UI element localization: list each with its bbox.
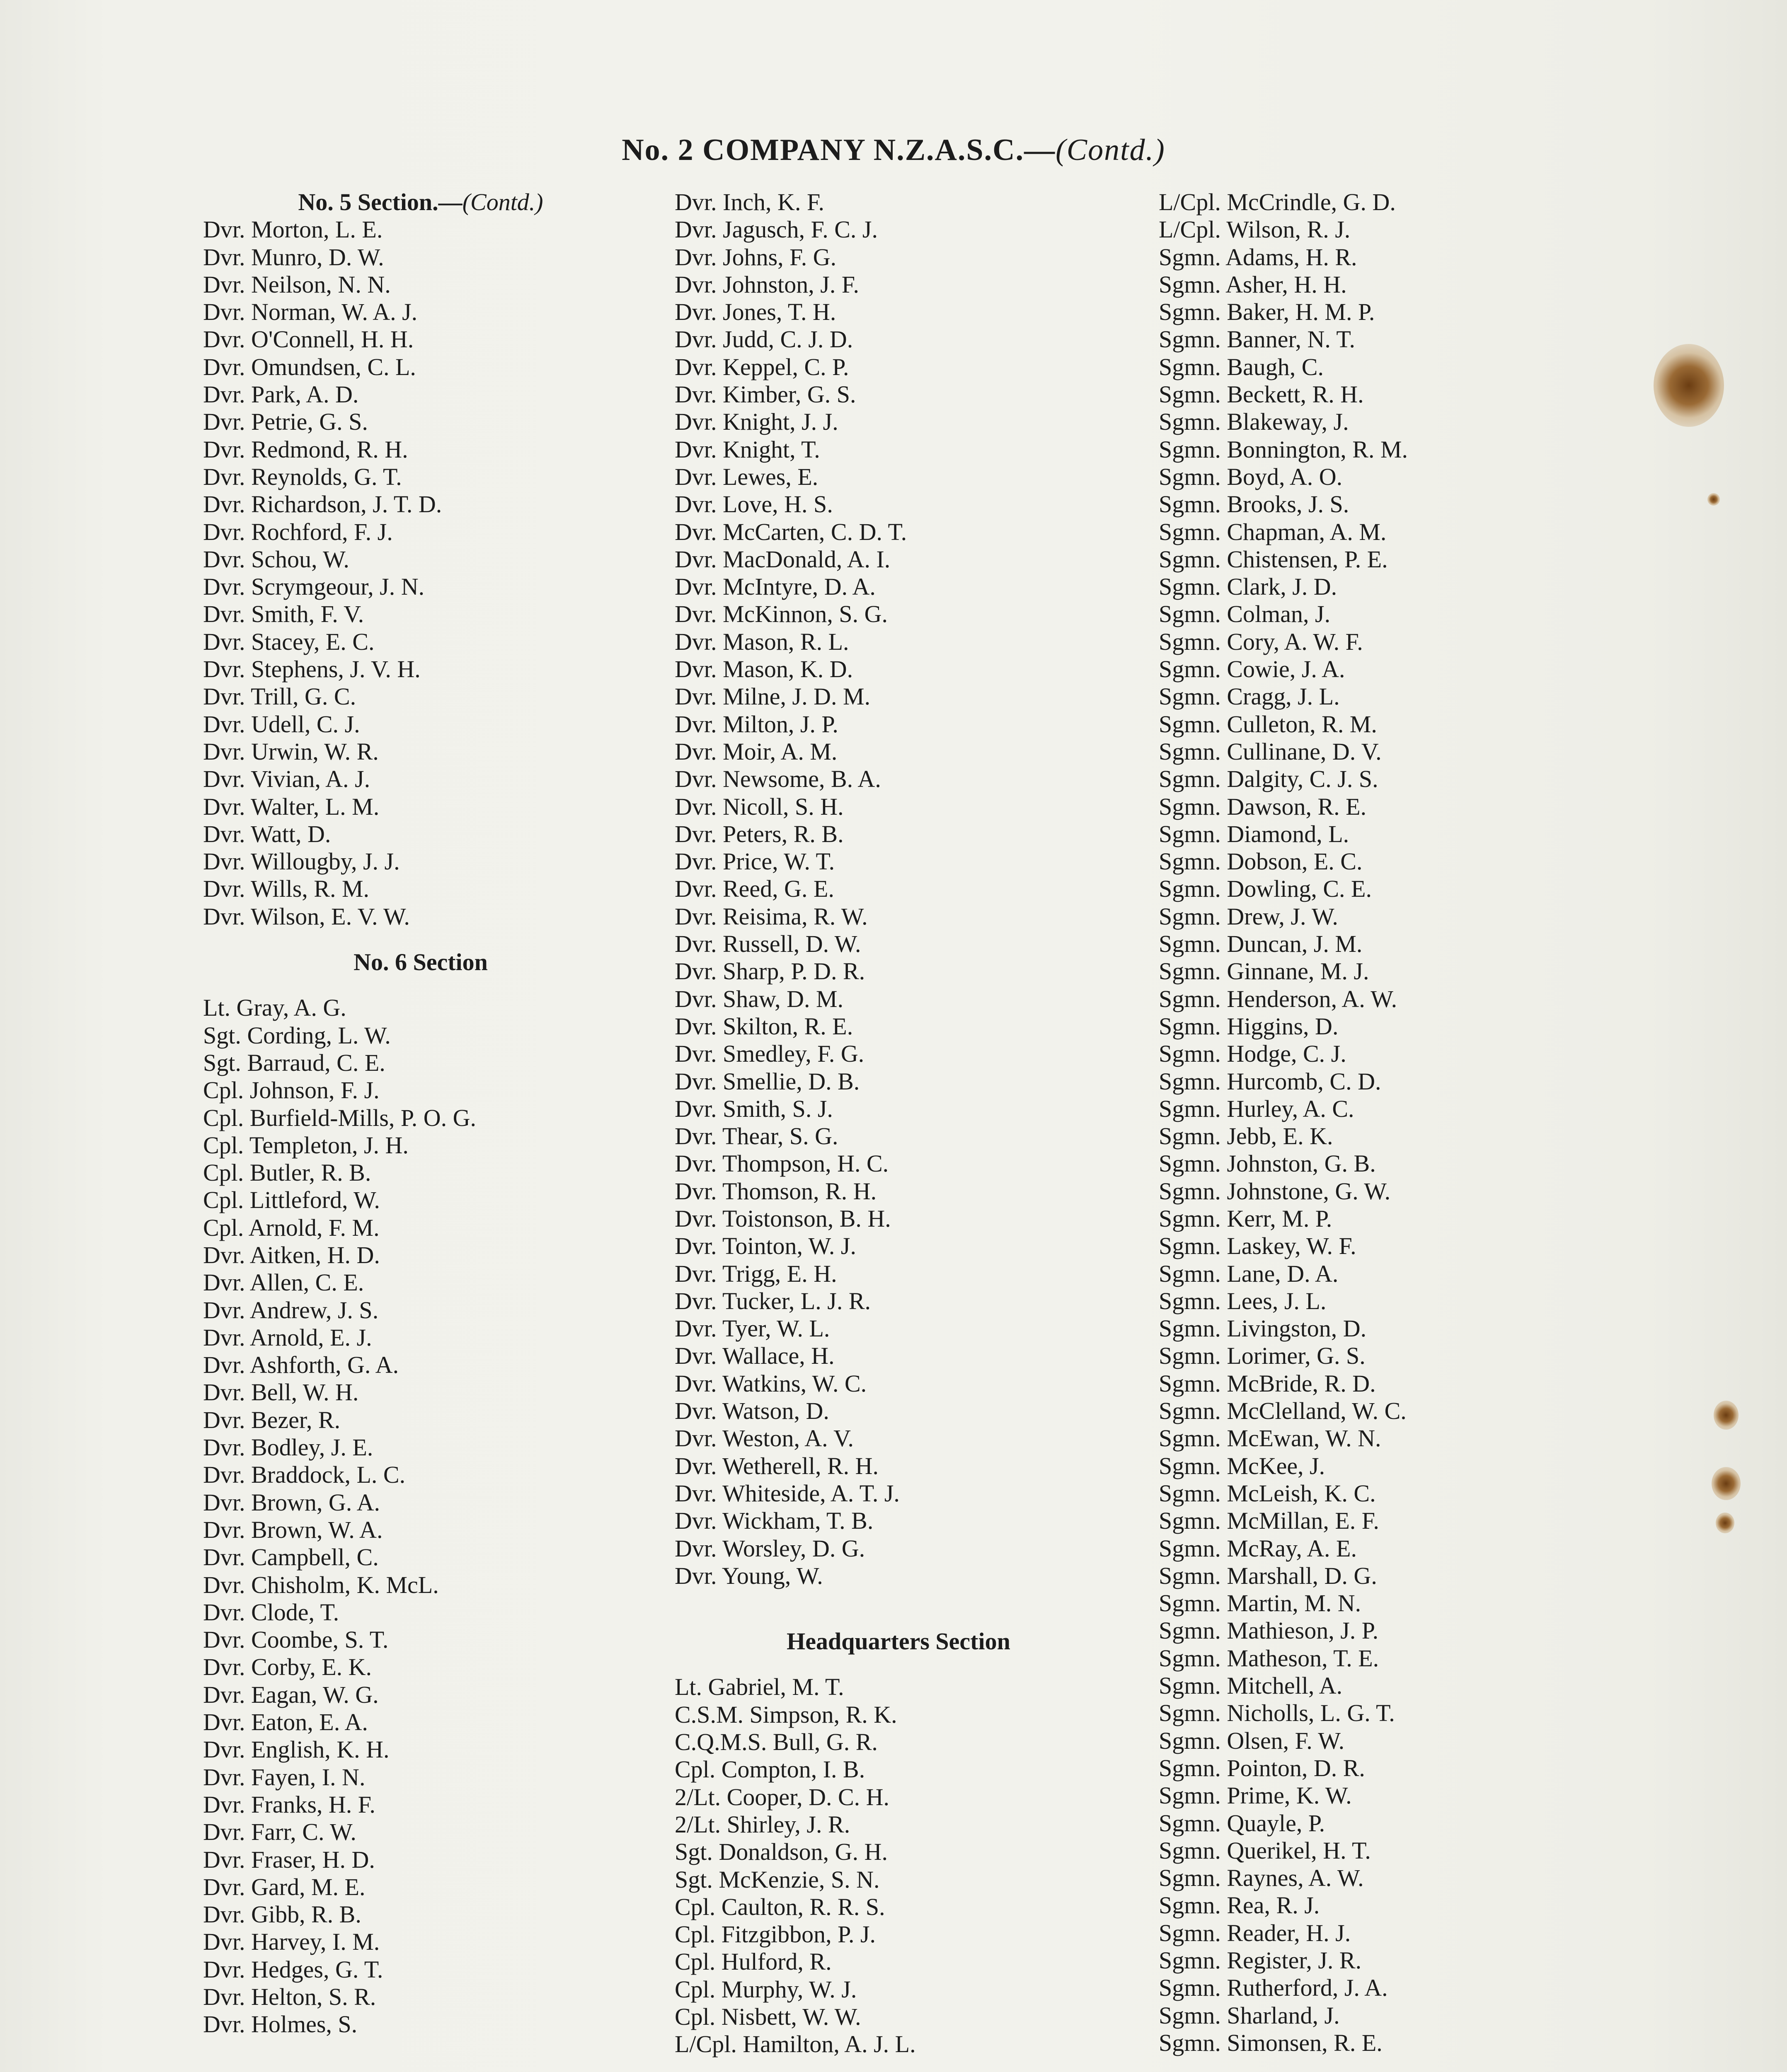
roster-entry: Sgmn. Quayle, P. bbox=[1159, 1809, 1325, 1837]
roster-entry: Sgmn. Asher, H. H. bbox=[1159, 271, 1347, 298]
roster-entry: Sgmn. Nicholls, L. G. T. bbox=[1159, 1699, 1395, 1727]
roster-entry: Dvr. Brown, W. A. bbox=[203, 1516, 383, 1543]
roster-entry: Dvr. O'Connell, H. H. bbox=[203, 326, 414, 353]
roster-entry: Dvr. Arnold, E. J. bbox=[203, 1324, 372, 1351]
roster-entry: Sgmn. Chapman, A. M. bbox=[1159, 518, 1387, 545]
roster-entry: Sgmn. Marshall, D. G. bbox=[1159, 1562, 1377, 1589]
roster-entry: Dvr. Smith, S. J. bbox=[675, 1095, 833, 1122]
stain-mark bbox=[1716, 1513, 1734, 1533]
roster-entry: Dvr. Chisholm, K. McL. bbox=[203, 1571, 439, 1598]
roster-entry: Dvr. Russell, D. W. bbox=[675, 930, 861, 958]
roster-entry: Dvr. Trigg, E. H. bbox=[675, 1260, 837, 1287]
roster-entry: Sgmn. Hodge, C. J. bbox=[1159, 1040, 1346, 1067]
roster-entry: Dvr. Wetherell, R. H. bbox=[675, 1452, 879, 1479]
section-6-heading: No. 6 Section bbox=[354, 949, 488, 976]
roster-entry: Dvr. Willougby, J. J. bbox=[203, 848, 400, 875]
roster-entry: Sgmn. Drew, J. W. bbox=[1159, 903, 1338, 930]
roster-entry: Sgmn. Lane, D. A. bbox=[1159, 1260, 1339, 1287]
roster-entry: Sgmn. Dawson, R. E. bbox=[1159, 793, 1367, 820]
roster-entry: L/Cpl. Hamilton, A. J. L. bbox=[675, 2031, 916, 2058]
roster-entry: Dvr. Harvey, I. M. bbox=[203, 1928, 380, 1956]
section-5-heading bbox=[203, 189, 638, 216]
roster-entry: Dvr. Brown, G. A. bbox=[203, 1489, 380, 1516]
stain-mark bbox=[1714, 1401, 1739, 1430]
roster-entry: Dvr. Helton, S. R. bbox=[203, 1983, 376, 2010]
page-title-contd: (Contd.) bbox=[1056, 133, 1165, 167]
roster-entry: Sgmn. Laskey, W. F. bbox=[1159, 1232, 1356, 1260]
roster-entry: Dvr. Udell, C. J. bbox=[203, 710, 360, 738]
roster-entry: Dvr. Skilton, R. E. bbox=[675, 1012, 853, 1040]
roster-entry: Dvr. Peters, R. B. bbox=[675, 820, 844, 847]
roster-entry: Lt. Gabriel, M. T. bbox=[675, 1673, 844, 1701]
roster-entry: Dvr. Shaw, D. M. bbox=[675, 985, 844, 1012]
section-5-list bbox=[203, 216, 638, 930]
roster-entry: Sgmn. McEwan, W. N. bbox=[1159, 1425, 1381, 1452]
roster-entry: Sgmn. McKee, J. bbox=[1159, 1452, 1325, 1479]
roster-entry: Sgmn. Boyd, A. O. bbox=[1159, 463, 1343, 490]
roster-entry: Dvr. Campbell, C. bbox=[203, 1544, 379, 1571]
roster-entry: Dvr. Thompson, H. C. bbox=[675, 1150, 889, 1177]
roster-entry: Cpl. Littleford, W. bbox=[203, 1186, 380, 1214]
headquarters-list bbox=[675, 1673, 1122, 2058]
roster-entry: Dvr. Reynolds, G. T. bbox=[203, 463, 402, 490]
roster-entry: Sgt. Barraud, C. E. bbox=[203, 1049, 385, 1076]
roster-entry: Dvr. Corby, E. K. bbox=[203, 1653, 372, 1681]
roster-entry: Dvr. Knight, J. J. bbox=[675, 408, 838, 436]
roster-entry: Dvr. McKinnon, S. G. bbox=[675, 600, 888, 628]
roster-entry: Dvr. Scrymgeour, J. N. bbox=[203, 573, 425, 600]
roster-entry: Sgmn. Prime, K. W. bbox=[1159, 1782, 1352, 1809]
roster-entry: Dvr. Urwin, W. R. bbox=[203, 738, 379, 765]
roster-entry: Sgmn. Johnston, G. B. bbox=[1159, 1150, 1376, 1177]
roster-entry: Sgmn. Cowie, J. A. bbox=[1159, 656, 1345, 683]
roster-entry: Sgmn. Pointon, D. R. bbox=[1159, 1754, 1365, 1782]
roster-entry: Dvr. Young, W. bbox=[675, 1562, 823, 1589]
roster-entry: Dvr. Newsome, B. A. bbox=[675, 765, 881, 793]
roster-entry: Sgmn. Culleton, R. M. bbox=[1159, 710, 1377, 738]
roster-entry: Sgmn. Diamond, L. bbox=[1159, 820, 1349, 847]
roster-entry: Dvr. Park, A. D. bbox=[203, 381, 359, 408]
roster-entry: Dvr. Wilson, E. V. W. bbox=[203, 903, 410, 930]
roster-entry: Sgmn. McRay, A. E. bbox=[1159, 1535, 1357, 1562]
column-2-list bbox=[675, 189, 1122, 1590]
roster-entry: Dvr. Petrie, G. S. bbox=[203, 408, 368, 436]
roster-entry: Sgmn. Bonnington, R. M. bbox=[1159, 436, 1408, 463]
roster-entry: Sgmn. Simonsen, R. E. bbox=[1159, 2029, 1383, 2056]
roster-entry: Dvr. Hedges, G. T. bbox=[203, 1956, 383, 1983]
roster-entry: Dvr. Reed, G. E. bbox=[675, 875, 834, 903]
roster-entry: Sgmn. Matheson, T. E. bbox=[1159, 1644, 1379, 1672]
roster-entry: 2/Lt. Shirley, J. R. bbox=[675, 1811, 850, 1838]
roster-entry: Sgmn. Rea, R. J. bbox=[1159, 1892, 1320, 1919]
roster-entry: Dvr. Inch, K. F. bbox=[675, 189, 825, 215]
roster-entry: Sgmn. Mitchell, A. bbox=[1159, 1672, 1343, 1699]
roster-entry: Dvr. English, K. H. bbox=[203, 1736, 390, 1763]
roster-entry: Dvr. McIntyre, D. A. bbox=[675, 573, 876, 600]
roster-entry: Sgmn. Reader, H. J. bbox=[1159, 1919, 1351, 1946]
roster-entry: Sgmn. Lorimer, G. S. bbox=[1159, 1342, 1366, 1370]
roster-entry: Sgmn. Cullinane, D. V. bbox=[1159, 738, 1382, 765]
roster-entry: Dvr. Keppel, C. P. bbox=[675, 353, 849, 380]
roster-entry: Dvr. Toistonson, B. H. bbox=[675, 1205, 891, 1232]
roster-entry: Dvr. Rochford, F. J. bbox=[203, 518, 393, 545]
roster-entry: Lt. Gray, A. G. bbox=[203, 994, 346, 1021]
roster-entry: Dvr. Weston, A. V. bbox=[675, 1425, 854, 1452]
roster-entry: Dvr. Smellie, D. B. bbox=[675, 1067, 860, 1095]
roster-entry: Sgt. Donaldson, G. H. bbox=[675, 1838, 888, 1866]
roster-entry: Cpl. Arnold, F. M. bbox=[203, 1214, 380, 1241]
roster-entry: Sgmn. Lees, J. L. bbox=[1159, 1287, 1327, 1314]
roster-entry: Dvr. Allen, C. E. bbox=[203, 1269, 364, 1296]
stain-mark bbox=[1712, 1467, 1741, 1500]
roster-entry: Cpl. Murphy, W. J. bbox=[675, 1975, 857, 2003]
roster-entry: Dvr. Thear, S. G. bbox=[675, 1123, 838, 1150]
roster-entry: Sgmn. Jebb, E. K. bbox=[1159, 1123, 1333, 1150]
roster-entry: Sgmn. McClelland, W. C. bbox=[1159, 1397, 1407, 1425]
roster-entry: Cpl. Compton, I. B. bbox=[675, 1756, 865, 1783]
roster-entry: Dvr. Tucker, L. J. R. bbox=[675, 1287, 871, 1314]
section-5-heading-text: No. 5 Section.— bbox=[298, 189, 462, 215]
spacer bbox=[203, 930, 638, 949]
roster-entry: Dvr. Fraser, H. D. bbox=[203, 1846, 375, 1873]
roster-entry: Dvr. Bell, W. H. bbox=[203, 1379, 359, 1406]
roster-entry: Dvr. Braddock, L. C. bbox=[203, 1461, 406, 1489]
roster-entry: Dvr. Fayen, I. N. bbox=[203, 1763, 366, 1791]
roster-entry: Dvr. Richardson, J. T. D. bbox=[203, 491, 442, 518]
roster-entry: Dvr. Judd, C. J. D. bbox=[675, 326, 853, 353]
roster-entry: Sgmn. McLeish, K. C. bbox=[1159, 1479, 1376, 1507]
roster-entry: Sgmn. Colman, J. bbox=[1159, 600, 1331, 628]
roster-entry: Dvr. Worsley, D. G. bbox=[675, 1535, 865, 1562]
roster-entry: Dvr. Lewes, E. bbox=[675, 463, 818, 490]
roster-entry: Sgmn. Querikel, H. T. bbox=[1159, 1837, 1371, 1864]
roster-entry: Dvr. Price, W. T. bbox=[675, 848, 835, 875]
roster-entry: Cpl. Johnson, F. J. bbox=[203, 1077, 380, 1104]
roster-entry: 2/Lt. Cooper, D. C. H. bbox=[675, 1783, 890, 1811]
roster-entry: Sgmn. Raynes, A. W. bbox=[1159, 1864, 1364, 1892]
roster-entry: Dvr. Jagusch, F. C. J. bbox=[675, 216, 878, 243]
roster-entry: Dvr. Aitken, H. D. bbox=[203, 1241, 380, 1268]
roster-entry: Sgt. Cording, L. W. bbox=[203, 1021, 391, 1049]
roster-entry: Dvr. Watson, D. bbox=[675, 1397, 829, 1425]
roster-entry: Dvr. Morton, L. E. bbox=[203, 216, 383, 243]
roster-entry: Dvr. Redmond, R. H. bbox=[203, 436, 408, 463]
roster-entry: Dvr. Norman, W. A. J. bbox=[203, 298, 418, 326]
roster-entry: Sgmn. McBride, R. D. bbox=[1159, 1370, 1376, 1397]
column-1 bbox=[203, 189, 638, 2038]
roster-entry: Sgmn. Baker, H. M. P. bbox=[1159, 298, 1375, 326]
roster-entry: Dvr. Holmes, S. bbox=[203, 2011, 358, 2038]
roster-entry: L/Cpl. Wilson, R. J. bbox=[1159, 216, 1351, 243]
roster-entry: Dvr. Gibb, R. B. bbox=[203, 1901, 361, 1928]
roster-entry: Sgmn. Blakeway, J. bbox=[1159, 408, 1349, 436]
roster-entry: Sgmn. Hurley, A. C. bbox=[1159, 1095, 1354, 1122]
roster-entry: Dvr. MacDonald, A. I. bbox=[675, 545, 891, 573]
roster-entry: Dvr. Watkins, W. C. bbox=[675, 1370, 867, 1397]
roster-entry: Dvr. Walter, L. M. bbox=[203, 793, 380, 820]
roster-entry: Sgmn. Sharland, J. bbox=[1159, 2002, 1340, 2029]
roster-entry: Sgmn. McMillan, E. F. bbox=[1159, 1507, 1379, 1535]
spacer bbox=[203, 976, 638, 994]
roster-entry: Dvr. Neilson, N. N. bbox=[203, 271, 391, 298]
roster-entry: Dvr. Moir, A. M. bbox=[675, 738, 838, 765]
roster-entry: Sgmn. Beckett, R. H. bbox=[1159, 381, 1364, 408]
roster-entry: Sgmn. Higgins, D. bbox=[1159, 1012, 1339, 1040]
roster-entry: Dvr. Stephens, J. V. H. bbox=[203, 656, 421, 683]
roster-entry: Dvr. Kimber, G. S. bbox=[675, 381, 856, 408]
roster-entry: Dvr. Munro, D. W. bbox=[203, 243, 384, 271]
roster-entry: Dvr. McCarten, C. D. T. bbox=[675, 518, 907, 545]
roster-entry: Sgmn. Adams, H. R. bbox=[1159, 243, 1357, 271]
roster-entry: Dvr. Vivian, A. J. bbox=[203, 765, 370, 793]
roster-entry: Cpl. Hulford, R. bbox=[675, 1948, 832, 1975]
roster-entry: Dvr. Sharp, P. D. R. bbox=[675, 958, 865, 985]
roster-entry: Sgmn. Henderson, A. W. bbox=[1159, 985, 1397, 1012]
roster-entry: Dvr. Milne, J. D. M. bbox=[675, 683, 871, 710]
roster-entry: Sgmn. Brooks, J. S. bbox=[1159, 491, 1349, 518]
page-title-main: No. 2 COMPANY N.Z.A.S.C.— bbox=[622, 133, 1056, 167]
section-6-list bbox=[203, 994, 638, 2038]
roster-entry: Dvr. Schou, W. bbox=[203, 545, 349, 573]
roster-entry: Sgmn. Hurcomb, C. D. bbox=[1159, 1067, 1381, 1095]
roster-entry: Sgmn. Banner, N. T. bbox=[1159, 326, 1355, 353]
roster-entry: Dvr. Reisima, R. W. bbox=[675, 903, 868, 930]
roster-entry: Sgmn. Cory, A. W. F. bbox=[1159, 628, 1363, 655]
roster-entry: Dvr. Andrew, J. S. bbox=[203, 1296, 379, 1324]
roster-entry: Cpl. Fitzgibbon, P. J. bbox=[675, 1921, 876, 1948]
column-3 bbox=[1159, 189, 1606, 2057]
roster-entry: Dvr. Nicoll, S. H. bbox=[675, 793, 844, 820]
roster-entry: Dvr. Jones, T. H. bbox=[675, 298, 836, 326]
roster-entry: Sgmn. Dowling, C. E. bbox=[1159, 875, 1372, 903]
roster-entry: Dvr. Eaton, E. A. bbox=[203, 1709, 368, 1736]
roster-entry: Dvr. Franks, H. F. bbox=[203, 1791, 375, 1818]
roster-entry: Sgmn. Duncan, J. M. bbox=[1159, 930, 1363, 958]
roster-entry: Sgmn. Livingston, D. bbox=[1159, 1315, 1367, 1342]
roster-entry: Dvr. Coombe, S. T. bbox=[203, 1626, 389, 1653]
roster-entry: Dvr. Mason, R. L. bbox=[675, 628, 849, 655]
roster-entry: Dvr. Tointon, W. J. bbox=[675, 1232, 857, 1260]
roster-entry: C.S.M. Simpson, R. K. bbox=[675, 1701, 897, 1728]
roster-entry: Dvr. Smith, F. V. bbox=[203, 600, 364, 628]
roster-entry: Dvr. Farr, C. W. bbox=[203, 1818, 356, 1846]
spacer bbox=[675, 1655, 1122, 1673]
roster-entry: Dvr. Wallace, H. bbox=[675, 1342, 835, 1370]
roster-entry: Dvr. Watt, D. bbox=[203, 820, 331, 847]
roster-entry: Cpl. Caulton, R. R. S. bbox=[675, 1893, 885, 1920]
roster-entry: Dvr. Eagan, W. G. bbox=[203, 1681, 379, 1708]
stain-mark bbox=[1654, 344, 1724, 427]
roster-entry: Sgmn. Ginnane, M. J. bbox=[1159, 958, 1369, 985]
roster-entry: Sgmn. Mathieson, J. P. bbox=[1159, 1617, 1379, 1644]
roster-entry: Sgmn. Chistensen, P. E. bbox=[1159, 545, 1388, 573]
roster-entry: Dvr. Johnston, J. F. bbox=[675, 271, 859, 298]
stain-mark bbox=[1707, 493, 1720, 506]
roster-entry: Cpl. Nisbett, W. W. bbox=[675, 2003, 861, 2030]
roster-entry: Sgmn. Dobson, E. C. bbox=[1159, 848, 1363, 875]
column-3-list bbox=[1159, 189, 1606, 2057]
roster-entry: Sgmn. Register, J. R. bbox=[1159, 1947, 1362, 1974]
roster-entry: Dvr. Smedley, F. G. bbox=[675, 1040, 864, 1067]
section-5-heading-contd: (Contd.) bbox=[462, 189, 543, 215]
roster-entry: Dvr. Johns, F. G. bbox=[675, 243, 837, 271]
roster-entry: Dvr. Knight, T. bbox=[675, 436, 820, 463]
headquarters-heading: Headquarters Section bbox=[787, 1628, 1010, 1655]
roster-entry: Sgmn. Baugh, C. bbox=[1159, 353, 1324, 380]
roster-entry: L/Cpl. McCrindle, G. D. bbox=[1159, 189, 1396, 215]
roster-entry: C.Q.M.S. Bull, G. R. bbox=[675, 1728, 878, 1756]
spacer bbox=[675, 1590, 1122, 1628]
roster-entry: Dvr. Omundsen, C. L. bbox=[203, 353, 416, 380]
roster-entry: Dvr. Milton, J. P. bbox=[675, 710, 838, 738]
roster-entry: Sgmn. Olsen, F. W. bbox=[1159, 1727, 1345, 1754]
column-2 bbox=[675, 189, 1122, 2058]
roster-entry: Dvr. Ashforth, G. A. bbox=[203, 1351, 399, 1379]
roster-entry: Dvr. Gard, M. E. bbox=[203, 1873, 366, 1900]
roster-entry: Dvr. Clode, T. bbox=[203, 1598, 339, 1626]
roster-entry: Sgmn. Rutherford, J. A. bbox=[1159, 1974, 1388, 2002]
roster-entry: Sgmn. Clark, J. D. bbox=[1159, 573, 1337, 600]
roster-entry: Dvr. Tyer, W. L. bbox=[675, 1315, 830, 1342]
roster-entry: Sgt. McKenzie, S. N. bbox=[675, 1866, 880, 1893]
roster-entry: Dvr. Mason, K. D. bbox=[675, 656, 853, 683]
roster-entry: Dvr. Love, H. S. bbox=[675, 491, 833, 518]
roster-entry: Dvr. Whiteside, A. T. J. bbox=[675, 1479, 900, 1507]
roster-entry: Sgmn. Johnstone, G. W. bbox=[1159, 1177, 1391, 1205]
roster-entry: Sgmn. Martin, M. N. bbox=[1159, 1590, 1361, 1617]
roster-entry: Dvr. Trill, G. C. bbox=[203, 683, 356, 710]
roster-entry: Cpl. Butler, R. B. bbox=[203, 1159, 371, 1186]
page-title bbox=[0, 133, 1787, 168]
roster-entry: Dvr. Bezer, R. bbox=[203, 1406, 341, 1433]
roster-entry: Dvr. Wickham, T. B. bbox=[675, 1507, 874, 1535]
roster-entry: Cpl. Templeton, J. H. bbox=[203, 1131, 409, 1159]
roster-entry: Sgmn. Dalgity, C. J. S. bbox=[1159, 765, 1378, 793]
roster-entry: Dvr. Stacey, E. C. bbox=[203, 628, 375, 655]
roster-entry: Sgmn. Kerr, M. P. bbox=[1159, 1205, 1332, 1232]
roster-entry: Dvr. Thomson, R. H. bbox=[675, 1177, 877, 1205]
roster-entry: Dvr. Wills, R. M. bbox=[203, 875, 370, 903]
roster-entry: Sgmn. Cragg, J. L. bbox=[1159, 683, 1340, 710]
roster-entry: Dvr. Bodley, J. E. bbox=[203, 1434, 373, 1461]
roster-entry: Cpl. Burfield-Mills, P. O. G. bbox=[203, 1104, 476, 1131]
